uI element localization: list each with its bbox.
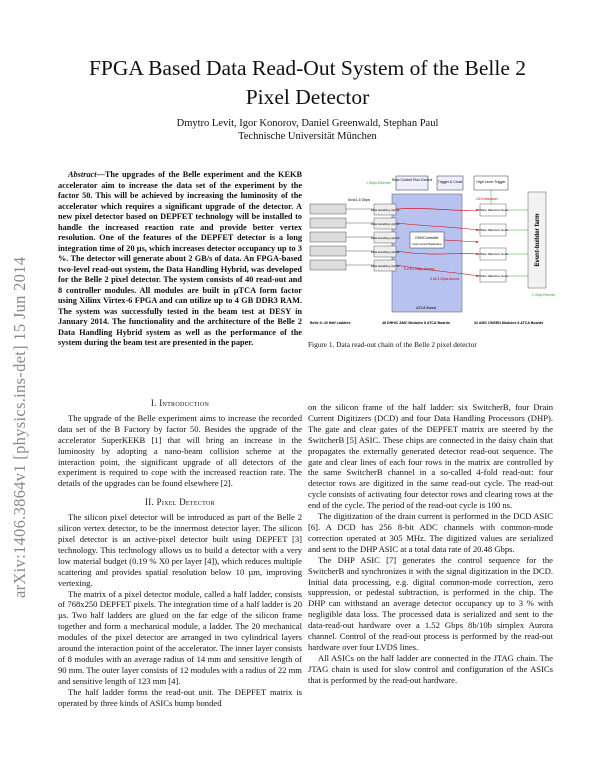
onsen-labels (478, 208, 509, 278)
abstract-text: —The upgrades of the Belle experiment and the KEKB accelerator aim to increase the data set of the experiment by the factor 50. This will be achieved by increasing the luminosity of the accelerator which requires a significant upgrade of the detector. A new pixel detector based on DEPFET technology will be installed to handle the increased reaction rate and provide better vertex resolution. One of the features of the DEPFET detector is a long integration time of 20 µs, which increases detector occupancy up to 3 %. The detector will generate about 2 GB/s of data. An FPGA-based two-level read-out system, the Data Handling Hybrid, was developed for the Belle 2 pixel detector. The system consists of 40 read-out and 8 controller modules. All modules are built in µTCA form factor using Xilinx Virtex-6 FPGA and can utilize up to 4 GB DDR3 RAM. The system was successfully tested in the beam test at DESY in January 2014. The functionality and the architecture of the Belle 2 Data Handling Hybrid system as well as the performance of the system during the beam test are presented in the paper. (58, 170, 302, 347)
abstract-label: Abstract (68, 170, 97, 179)
arxiv-id: arXiv:1406.3864v1 [physics.ins-det] 15 Jun 2014 (10, 256, 29, 598)
svg-text:ONline SElection Node: ONline SElection Node (477, 274, 509, 278)
fast-control-label: Fast Control Backplane (412, 242, 442, 246)
svg-text:ONline SElection Node: ONline SElection Node (477, 208, 509, 212)
trigger-label: Trigger & Clock (437, 180, 463, 184)
svg-text:Data Handling Hybrid: Data Handling Hybrid (370, 208, 400, 212)
intro-paragraph: The upgrade of the Belle experiment aims to increase the recorded data set of the B Factory by factor 50. Besides the upgrade of the accelerator SuperKEKB [1] that will bring an increase in the luminosity by adopting a nano-beam collision scheme at the interaction point, the significant upgrade of all detectors of the experiment is required to cope with the increased reaction rate. The details of the upgrades can be found elsewhere [2]. (58, 412, 302, 489)
atca-board (392, 194, 462, 312)
reduction-label: 1/10 reduction (476, 197, 498, 201)
legend-dhh: 48 DHH/C AMC Modules 8 ATCA Boards (382, 321, 450, 325)
dhhc-label: DHHController (415, 236, 439, 240)
svg-text:ONline SElection Node: ONline SElection Node (477, 228, 509, 232)
section-heading-introduction: I. Introduction (150, 398, 210, 408)
atca-label: ATCA Board (416, 306, 436, 310)
gbps-ethernet-label: 1 Gbps Ethernet (366, 181, 391, 185)
section-heading-pixel-detector: II. Pixel Detector (145, 497, 215, 508)
right-paragraph-3: The DHP ASIC [7] generates the control sequence for the SwitcherB and synchronizes it with the signal digitization in the DCD. Initial data processing, e.g. digital common-mode correction, zero suppression, or pedestal subtraction, is performed in the chip. The DHP can withstand an average detector occupancy up to 3 % with negligible data loss. The processed data is serialized and sent to the data-read-out hardware over a 1.52 Gbps 8b/10b simplex Aurora channel. Control of the read-out process is performed by the read-out hardware over four LVDS lines. (308, 554, 553, 652)
cable-rate-label: 5x4x1.5 Gbps (348, 198, 371, 202)
event-builder-label: Event-builder farm (535, 213, 541, 267)
slow-control-label: Slow Control Run Control (391, 178, 433, 182)
svg-text:Data Handling Hybrid: Data Handling Hybrid (370, 222, 400, 226)
abstract (58, 170, 302, 349)
arxiv-stamp (8, 180, 30, 600)
figure-caption: Figure 1. Data read-out chain of the Belle 2 pixel detector (308, 340, 477, 349)
svg-text:Data Handling Hybrid: Data Handling Hybrid (370, 236, 400, 240)
right-paragraph-1: on the silicon frame of the half ladder: six SwitcherB, four Drain Current Digitizers (DCD) and four Data Handling Processors (DHP). The gate and clear gates of the DEPFET matrix are steered by the SwitcherB [5] ASIC. These chips are connected in the daisy chain that propagates the externally generated detector read-out sequence. The gate and clear lines of each four rows in the matrix are controlled by the same SwitcherB channel in a so-called 4-fold read-out: four detector rows are digitized in the same read-out cycle. The read-out cycle consists of activating four detector rows and clearing rows at the end of the cycle. The period of the read-out cycle is 100 ns. (308, 402, 553, 511)
right-paragraph-2: The digitization of the drain current is performed in the DCD ASIC [6]. A DCD has 256 8-bit ADC channels with common-mode correction operated at 305 MHz. The digitized values are serialized and sent to the DHP ASIC at a total data rate of 20.48 Gbps. (308, 511, 553, 554)
svg-text:ONline SElection Node: ONline SElection Node (477, 252, 509, 256)
author-block (40, 117, 575, 143)
svg-text:Data Handling Hybrid: Data Handling Hybrid (370, 250, 400, 254)
aurora-label-2: 4 x6.3 Gbps Aurora (430, 277, 460, 281)
svg-text:Data Handling Hybrid: Data Handling Hybrid (370, 264, 400, 268)
left-body (58, 398, 302, 708)
legend-onsen: 32 AMC ONSEN Modules 8 ATCA Boards (474, 321, 544, 325)
figure-readout-chain (306, 172, 556, 334)
onsen-nodes (480, 204, 506, 282)
legend-ladders: Belle II: 40 Half Ladders (310, 321, 351, 325)
gbps-ethernet-label-2: 1 Gbps Ethernet (532, 293, 556, 297)
right-body (308, 402, 553, 686)
paper-title: FPGA Based Data Read-Out System of the Belle 2 Pixel Detector (88, 56, 527, 109)
aurora-label-1: 5 x 6.3 Gbps Aurora (404, 267, 435, 271)
half-ladders (310, 204, 346, 270)
pixel-paragraph-1: The silicon pixel detector will be introduced as part of the Belle 2 silicon vertex detector, to be the innermost detector layer. The silicon pixel detector is an active-pixel detector built using DEPFET [3] technology. This technology allows us to build a detector with a very low material budget (0.19 % X0 per layer [4]), which reduces multiple scattering and provides spatial resolution below 10 µm, improving vertexing. (58, 512, 302, 588)
hlt-label: High Level Trigger (476, 180, 506, 184)
right-paragraph-4: All ASICs on the half ladder are connected in the JTAG chain. The JTAG chain is used for slow control and configuration of the ASICs that is performed by the read-out hardware. (308, 652, 553, 685)
affiliation: Technische Universität München (238, 131, 377, 142)
authors: Dmytro Levit, Igor Konorov, Daniel Greenwald, Stephan Paul (176, 118, 439, 129)
pixel-paragraph-2: The matrix of a pixel detector module, called a half ladder, consists of 768x250 DEPFET pixels. The integration time of a half ladder is 20 µs. Two half ladders are glued on the far edge of the silicon frame together and form a mechanical module, a ladder. The 20 mechanical modules of the pixel detector are arranged in two cylindrical layers around the interaction point of the accelerator. The inner layer consists of 8 modules with an average radius of 14 mm and sensitive length of 90 mm. The outer layer consists of 12 modules with a radius of 22 mm and sensitive length of 123 mm [4]. (58, 588, 302, 686)
pixel-paragraph-3: The half ladder forms the read-out unit. The DEPFET matrix is operated by three kinds of ASICs bump bonded (58, 686, 302, 708)
